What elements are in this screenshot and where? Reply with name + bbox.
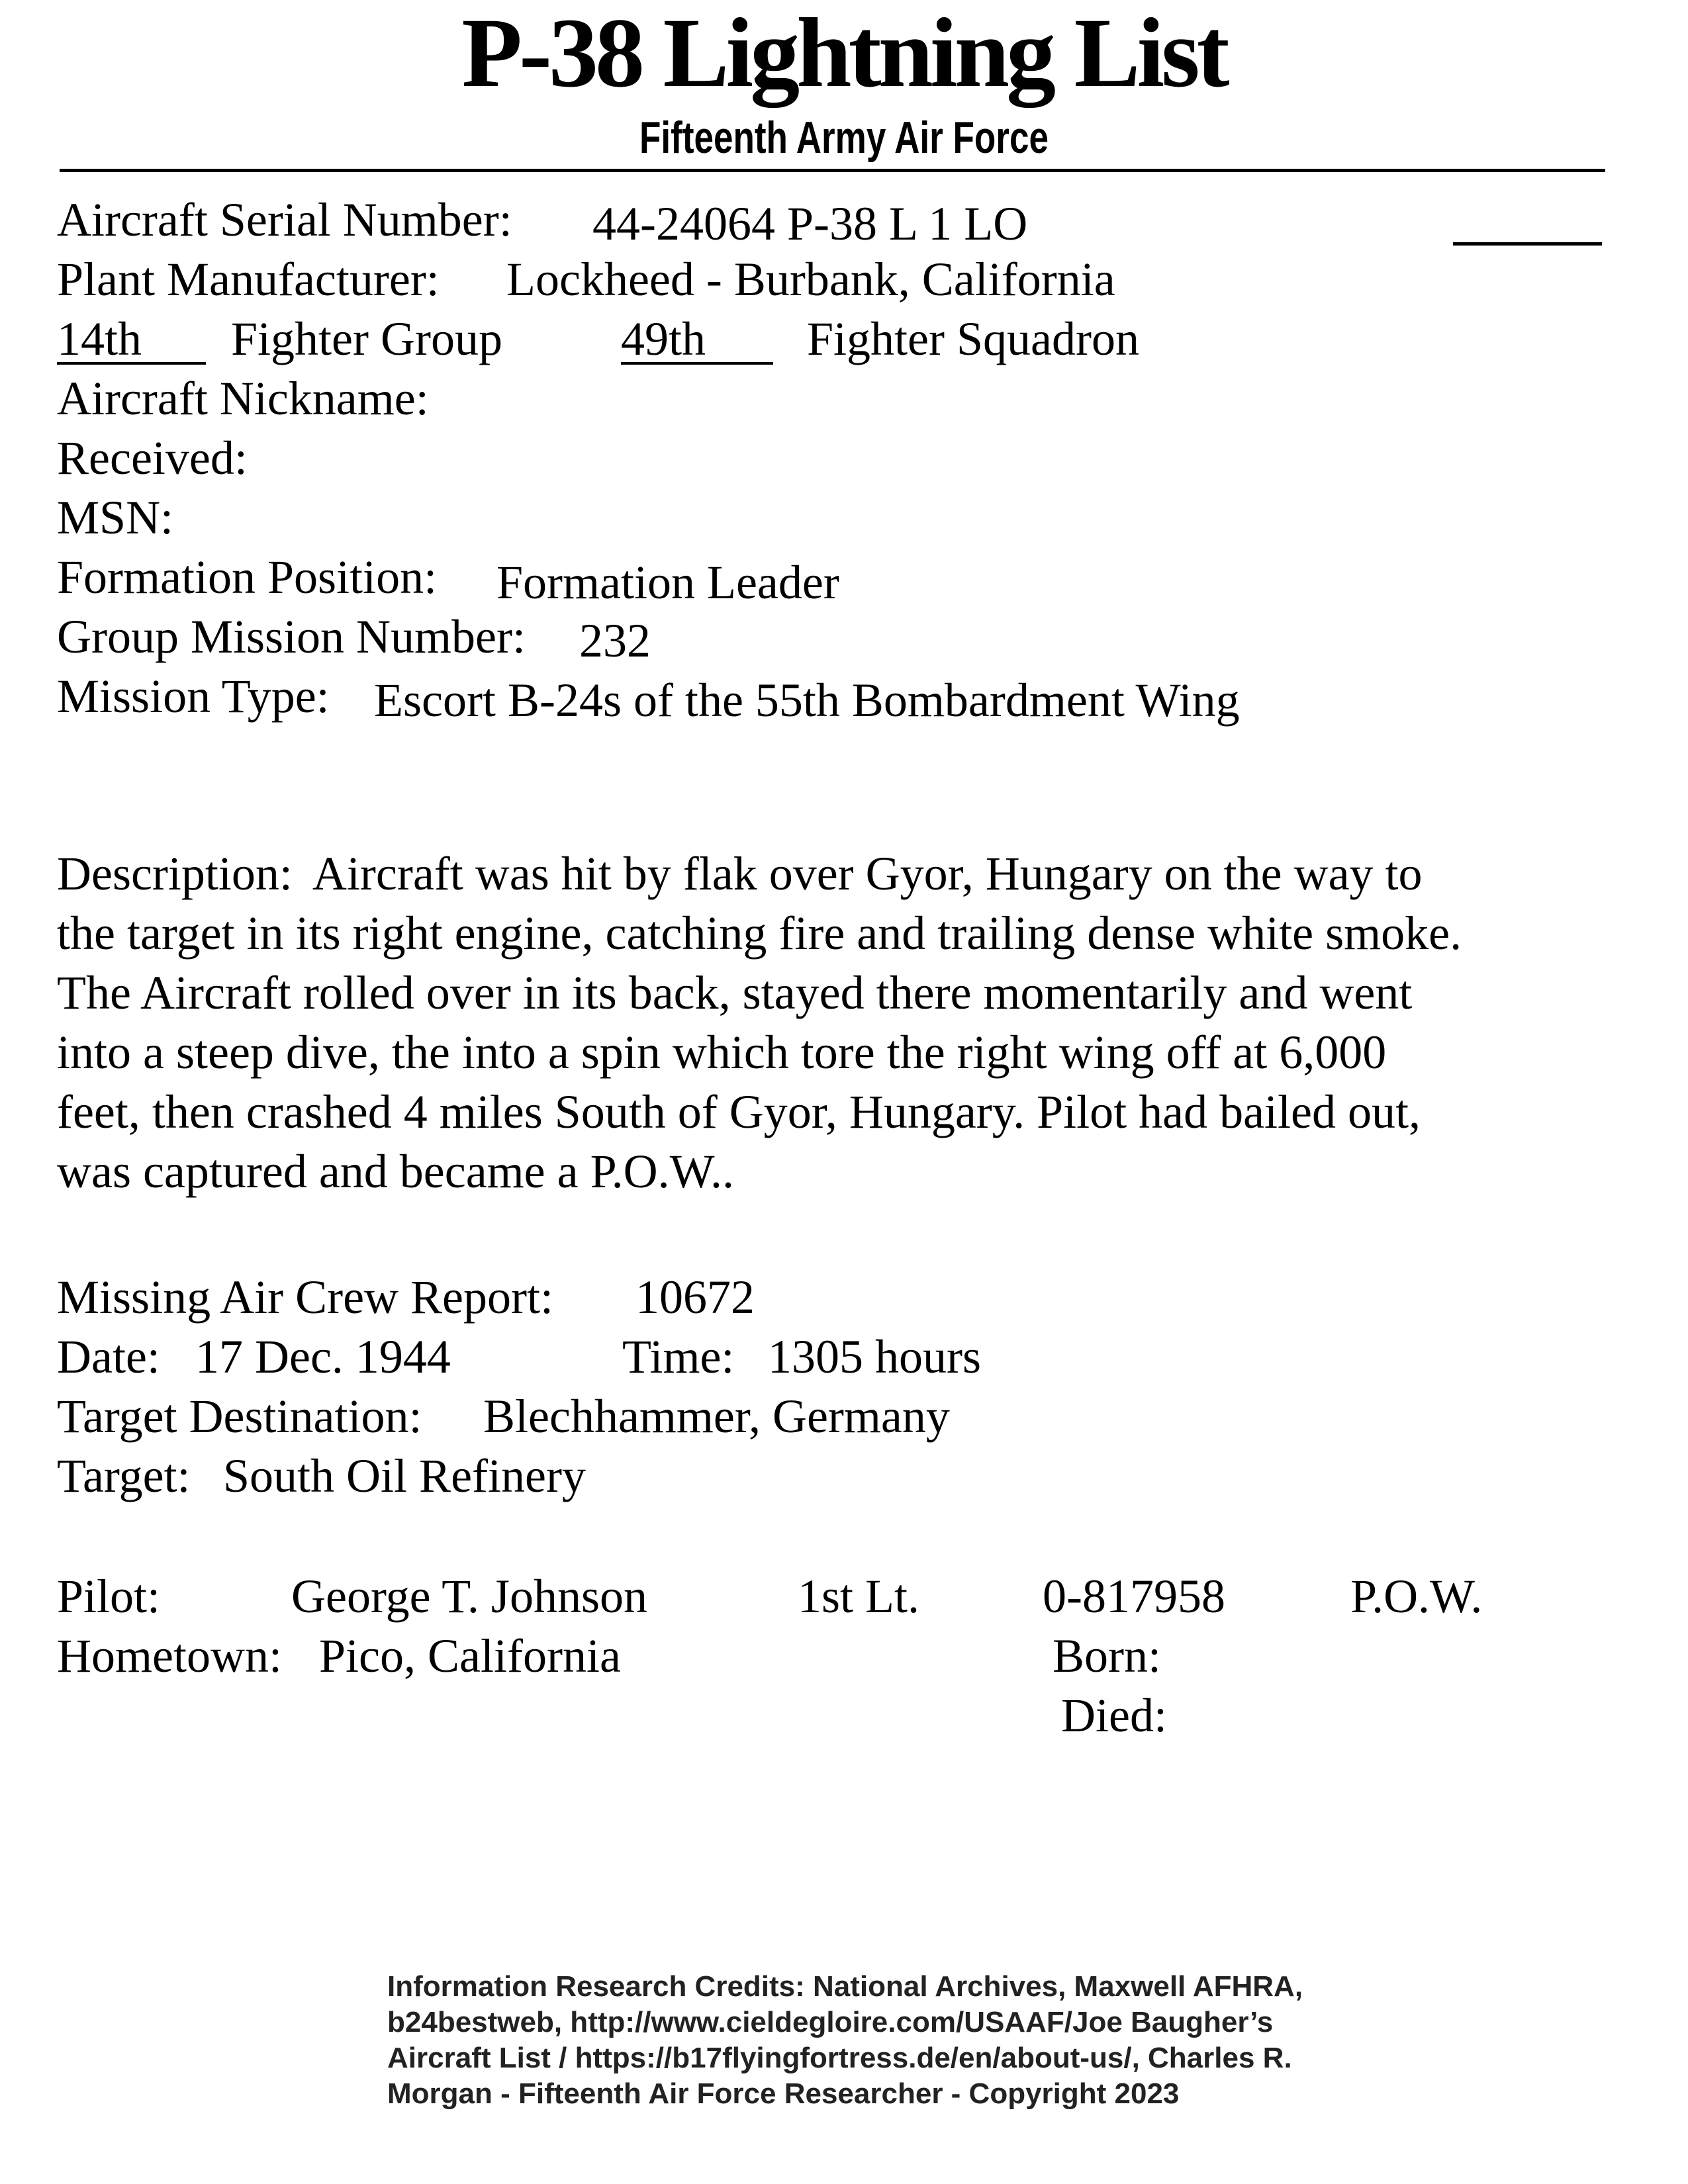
date-label: Date: [57, 1330, 160, 1383]
blank-line [1453, 242, 1602, 246]
group-value: 14th [57, 316, 206, 365]
born-label: Born: [1053, 1629, 1162, 1682]
hometown-value: Pico, California [319, 1629, 621, 1682]
squadron-row [621, 311, 1139, 367]
time-label: Time: [622, 1330, 735, 1383]
pilot-label: Pilot: [57, 1570, 161, 1623]
nickname-label: Aircraft Nickname: [57, 372, 429, 425]
manufacturer-value: Lockheed - Burbank, California [506, 253, 1115, 306]
page-subtitle: Fifteenth Army Air Force [639, 113, 1049, 163]
serial-value: 44-24064 P-38 L 1 LO [592, 197, 1028, 250]
description-line-4: into a steep dive, the into a spin which tore the right wing off at 6,000 [57, 1026, 1387, 1079]
description-line-1 [57, 844, 1646, 903]
hometown-label: Hometown: [57, 1629, 282, 1682]
description-block [57, 844, 1646, 1201]
macr-label: Missing Air Crew Report: [57, 1271, 553, 1324]
formation-value: Formation Leader [496, 556, 839, 609]
serial-label: Aircraft Serial Number: [57, 193, 512, 246]
squadron-value: 49th [621, 316, 773, 365]
credits-line-3: Aircraft List / https://b17flyingfortress.de/en/about-us/, Charles R. [387, 2042, 1292, 2074]
destination-value: Blechhammer, Germany [483, 1390, 950, 1443]
page-title: P-38 Lightning List [461, 0, 1227, 108]
target-value: South Oil Refinery [223, 1449, 586, 1502]
time-value: 1305 hours [768, 1330, 981, 1383]
macr-value: 10672 [635, 1271, 755, 1324]
description-line-2: the target in its right engine, catching fire and trailing dense white smoke. [57, 907, 1462, 960]
description-line-3: The Aircraft rolled over in its back, stayed there momentarily and went [57, 966, 1413, 1019]
description-text: Aircraft was hit by flak over Gyor, Hungary on the way to [312, 847, 1423, 900]
mission-type-label: Mission Type: [57, 670, 330, 723]
pilot-serial: 0-817958 [1043, 1570, 1225, 1623]
group-row [57, 311, 502, 367]
died-label: Died: [1061, 1689, 1167, 1742]
manufacturer-label: Plant Manufacturer: [57, 253, 440, 306]
credits-line-2: b24bestweb, http://www.cieldegloire.com/USAAF/Joe Baugher’s [387, 2006, 1274, 2038]
mission-number-label: Group Mission Number: [57, 610, 526, 663]
received-label: Received: [57, 432, 248, 484]
credits-block [387, 1969, 1303, 2112]
date-value: 17 Dec. 1944 [195, 1330, 451, 1383]
description-line-6: was captured and became a P.O.W.. [57, 1145, 734, 1198]
squadron-label: Fighter Squadron [807, 312, 1139, 365]
description-label: Description: [57, 847, 293, 900]
msn-label: MSN: [57, 491, 174, 544]
pilot-name: George T. Johnson [291, 1570, 647, 1623]
formation-label: Formation Position: [57, 551, 438, 604]
pilot-rank: 1st Lt. [798, 1570, 920, 1623]
mission-type-value: Escort B-24s of the 55th Bombardment Wing [374, 674, 1240, 727]
pilot-status: P.O.W. [1350, 1570, 1483, 1623]
credits-line-4: Morgan - Fifteenth Air Force Researcher - Copyright 2023 [387, 2077, 1180, 2110]
mission-number-value: 232 [579, 614, 651, 667]
header-divider [60, 169, 1605, 172]
description-line-5: feet, then crashed 4 miles South of Gyor, Hungary. Pilot had bailed out, [57, 1085, 1421, 1138]
target-label: Target: [57, 1449, 191, 1502]
group-label: Fighter Group [231, 312, 502, 365]
destination-label: Target Destination: [57, 1390, 422, 1443]
credits-line-1: Information Research Credits: National Archives, Maxwell AFHRA, [387, 1970, 1303, 2003]
